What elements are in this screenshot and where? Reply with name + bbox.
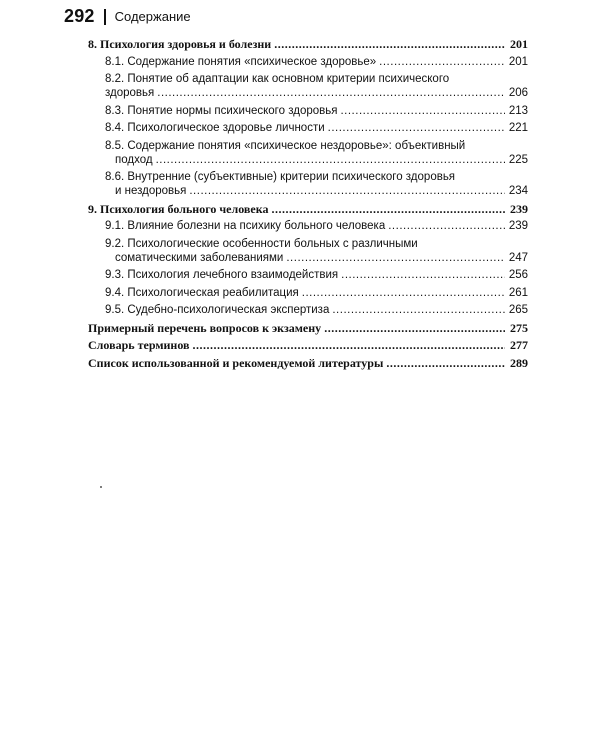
toc-entry-title: 9.5. Судебно-психологическая экспертиза	[105, 304, 330, 316]
toc-page-number: 206	[508, 87, 528, 99]
toc-page-number: 201	[508, 55, 528, 68]
toc-page-number: 201	[510, 37, 528, 51]
toc-entry-title: 8.3. Понятие нормы психического здоровья	[105, 104, 338, 117]
dot-leader	[379, 55, 505, 69]
table-of-contents	[88, 37, 528, 373]
dot-leader	[341, 268, 505, 282]
toc-entry-title-continued: и нездоровья	[115, 185, 187, 197]
toc-section-9-3[interactable]	[88, 268, 528, 282]
dot-leader	[286, 251, 505, 265]
toc-page-number: 277	[510, 338, 528, 352]
toc-section-8-5[interactable]	[88, 139, 528, 167]
toc-page-number: 265	[508, 304, 528, 316]
toc-section-8-2[interactable]	[88, 72, 528, 100]
toc-entry-title: 9. Психология больного человека	[88, 201, 269, 216]
toc-chapter-9[interactable]	[88, 202, 528, 216]
toc-entry-title: 8.5. Содержание понятия «психическое нездоровье»: объективный	[105, 139, 466, 152]
toc-entry-title: Словарь терминов	[88, 338, 190, 352]
toc-section-9-5[interactable]	[88, 303, 528, 317]
toc-entry-title-continued: здоровья	[105, 87, 155, 99]
toc-entry-title: 8. Психология здоровья и болезни	[88, 37, 272, 51]
toc-entry-title: 9.1. Влияние болезни на психику больного человека	[105, 220, 386, 232]
dot-leader	[328, 121, 505, 135]
toc-page-number: 256	[508, 269, 528, 281]
toc-page-number: 213	[508, 104, 528, 117]
toc-page-number: 275	[510, 320, 528, 335]
dot-leader	[388, 219, 505, 233]
dot-leader	[156, 153, 505, 167]
dot-leader	[324, 321, 505, 335]
toc-entry-title: 9.4. Психологическая реабилитация	[105, 286, 299, 299]
toc-page-number: 289	[510, 355, 528, 370]
toc-section-8-4[interactable]	[88, 121, 528, 135]
toc-page-number: 239	[510, 201, 528, 216]
page-header	[64, 6, 191, 27]
header-divider	[104, 9, 106, 25]
toc-entry-title: 8.1. Содержание понятия «психическое здоровье»	[105, 55, 377, 68]
toc-section-8-1[interactable]	[88, 55, 528, 69]
toc-page-number: 261	[508, 286, 528, 299]
dot-leader	[271, 202, 505, 216]
toc-entry-title: Список использованной и рекомендуемой литературы	[88, 355, 384, 370]
toc-section-9-2[interactable]	[88, 237, 528, 265]
toc-entry-title: 9.2. Психологические особенности больных с различными	[105, 237, 418, 250]
toc-page-number: 225	[508, 153, 528, 166]
dot-leader	[386, 356, 505, 370]
toc-entry-title: 8.4. Психологическое здоровье личности	[105, 122, 325, 134]
toc-page-number: 239	[508, 220, 528, 232]
toc-page-number: 234	[508, 185, 528, 197]
toc-entry-title: Примерный перечень вопросов к экзамену	[88, 320, 322, 335]
scan-speck	[100, 486, 102, 488]
toc-entry-title-continued: соматическими заболеваниями	[115, 251, 284, 264]
toc-entry-title-continued: подход	[115, 153, 153, 166]
dot-leader	[302, 286, 505, 300]
page-number: 292	[64, 6, 95, 26]
dot-leader	[189, 184, 505, 198]
dot-leader	[274, 37, 505, 51]
toc-section-9-4[interactable]	[88, 286, 528, 300]
toc-literature[interactable]	[88, 356, 528, 370]
dot-leader	[340, 104, 505, 118]
toc-entry-title: 8.6. Внутренние (субъективные) критерии психического здоровья	[105, 171, 456, 183]
toc-exam-questions[interactable]	[88, 321, 528, 335]
toc-entry-title: 9.3. Психология лечебного взаимодействия	[105, 269, 339, 281]
toc-section-8-6[interactable]	[88, 170, 528, 198]
toc-glossary[interactable]	[88, 338, 528, 352]
dot-leader	[332, 303, 505, 317]
toc-entry-title: 8.2. Понятие об адаптации как основном критерии психического	[105, 73, 450, 85]
toc-chapter-8[interactable]	[88, 37, 528, 51]
running-title: Содержание	[114, 9, 191, 24]
toc-page-number: 247	[508, 251, 528, 264]
toc-section-9-1[interactable]	[88, 219, 528, 233]
toc-section-8-3[interactable]	[88, 104, 528, 118]
toc-page-number: 221	[508, 122, 528, 134]
dot-leader	[193, 338, 506, 352]
dot-leader	[157, 86, 505, 100]
